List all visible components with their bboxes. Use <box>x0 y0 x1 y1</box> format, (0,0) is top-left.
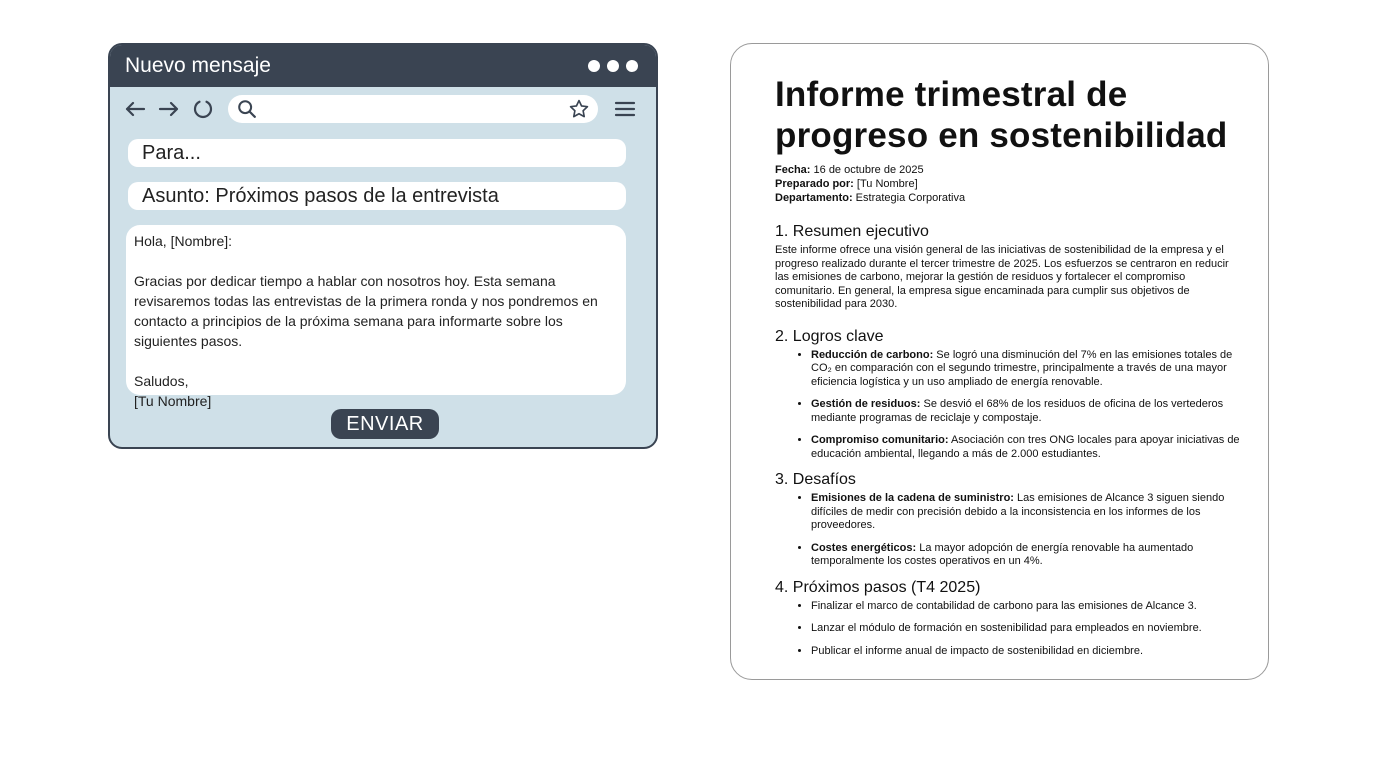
reload-icon <box>191 97 215 121</box>
dot-icon <box>588 60 600 72</box>
meta-department: Departamento: Estrategia Corporativa <box>775 192 966 204</box>
send-button[interactable]: ENVIAR <box>331 409 439 439</box>
list-item: • Reducción de carbono: Se logró una disminución del 7% en las emisiones totales de CO₂ en comparación con el segundo trimestre, principalmente a través de una mayor eficiencia logística y un uso ampliado de energía renovable. <box>811 349 1244 390</box>
search-icon <box>236 98 258 120</box>
subject-text: Asunto: Próximos pasos de la entrevista <box>142 184 499 207</box>
window-options-button[interactable] <box>588 60 638 72</box>
achievements-list <box>775 349 1244 462</box>
address-bar[interactable] <box>228 95 598 123</box>
section-heading-challenges: 3. Desafíos <box>775 471 856 488</box>
list-item: • Costes energéticos: La mayor adopción de energía renovable ha aumentado temporalmente los costes operativos en un 4%. <box>811 542 1244 569</box>
list-item: • Gestión de residuos: Se desvió el 68% de los residuos de oficina de los vertederos mediante programas de reciclaje y compostaje. <box>811 398 1244 425</box>
address-input[interactable] <box>258 100 568 119</box>
section-heading-next-steps: 4. Próximos pasos (T4 2025) <box>775 578 981 596</box>
forward-button[interactable] <box>156 96 182 122</box>
dot-icon <box>607 60 619 72</box>
star-icon <box>568 98 590 120</box>
to-placeholder: Para... <box>142 141 201 164</box>
report-meta <box>775 163 1244 205</box>
list-item: • Compromiso comunitario: Asociación con tres ONG locales para apoyar iniciativas de educación ambiental, llegando a más de 2.000 estudiantes. <box>811 434 1244 461</box>
browser-toolbar <box>110 87 656 131</box>
dot-icon <box>626 60 638 72</box>
section-heading-summary: 1. Resumen ejecutivo <box>775 223 929 240</box>
meta-author: Preparado por: [Tu Nombre] <box>775 178 918 190</box>
to-field[interactable] <box>128 139 626 167</box>
bookmark-star-button[interactable] <box>568 98 590 120</box>
subject-field[interactable] <box>128 182 626 210</box>
section-heading-achievements: 2. Logros clave <box>775 327 884 345</box>
reload-button[interactable] <box>190 96 216 122</box>
compose-window <box>108 43 658 449</box>
list-item: • Emisiones de la cadena de suministro: Las emisiones de Alcance 3 siguen siendo difíciles de medir con precisión debido a la inconsistencia en los informes de los proveedores. <box>811 492 1244 533</box>
compose-titlebar <box>110 45 656 87</box>
menu-button[interactable] <box>612 96 638 122</box>
hamburger-menu-icon <box>613 97 637 121</box>
forward-arrow-icon <box>157 97 181 121</box>
summary-text: Este informe ofrece una visión general de las iniciativas de sostenibilidad de la empresa y el progreso realizado durante el tercer trimestre de 2025. Los esfuerzos se centraron en reducir las emisiones de carbono, mejorar la gestión de residuos y fortalecer el compromiso comunitario. En general, la empresa sigue encaminada para cumplir sus objetivos de sostenibilidad para 2030. <box>775 244 1229 310</box>
meta-date: Fecha: 16 de octubre de 2025 <box>775 164 924 176</box>
list-item: • Publicar el informe anual de impacto de sostenibilidad en diciembre. <box>811 645 1244 659</box>
message-body[interactable]: Hola, [Nombre]: Gracias por dedicar tiempo a hablar con nosotros hoy. Esta semana revisaremos todas las entrevistas de la primera ronda y nos pondremos en contacto a principios de la próxima semana para informarte sobre los siguientes pasos. Saludos, [Tu Nombre] <box>126 225 626 395</box>
challenges-list <box>775 492 1244 569</box>
list-item: • Finalizar el marco de contabilidad de carbono para las emisiones de Alcance 3. <box>811 600 1244 614</box>
report-title: Informe trimestral de progreso en sostenibilidad <box>775 75 1228 155</box>
back-button[interactable] <box>122 96 148 122</box>
next-steps-list <box>775 600 1244 659</box>
back-arrow-icon <box>123 97 147 121</box>
list-item: • Lanzar el módulo de formación en sostenibilidad para empleados en noviembre. <box>811 622 1244 636</box>
compose-title: Nuevo mensaje <box>125 54 271 77</box>
report-document <box>730 43 1269 680</box>
